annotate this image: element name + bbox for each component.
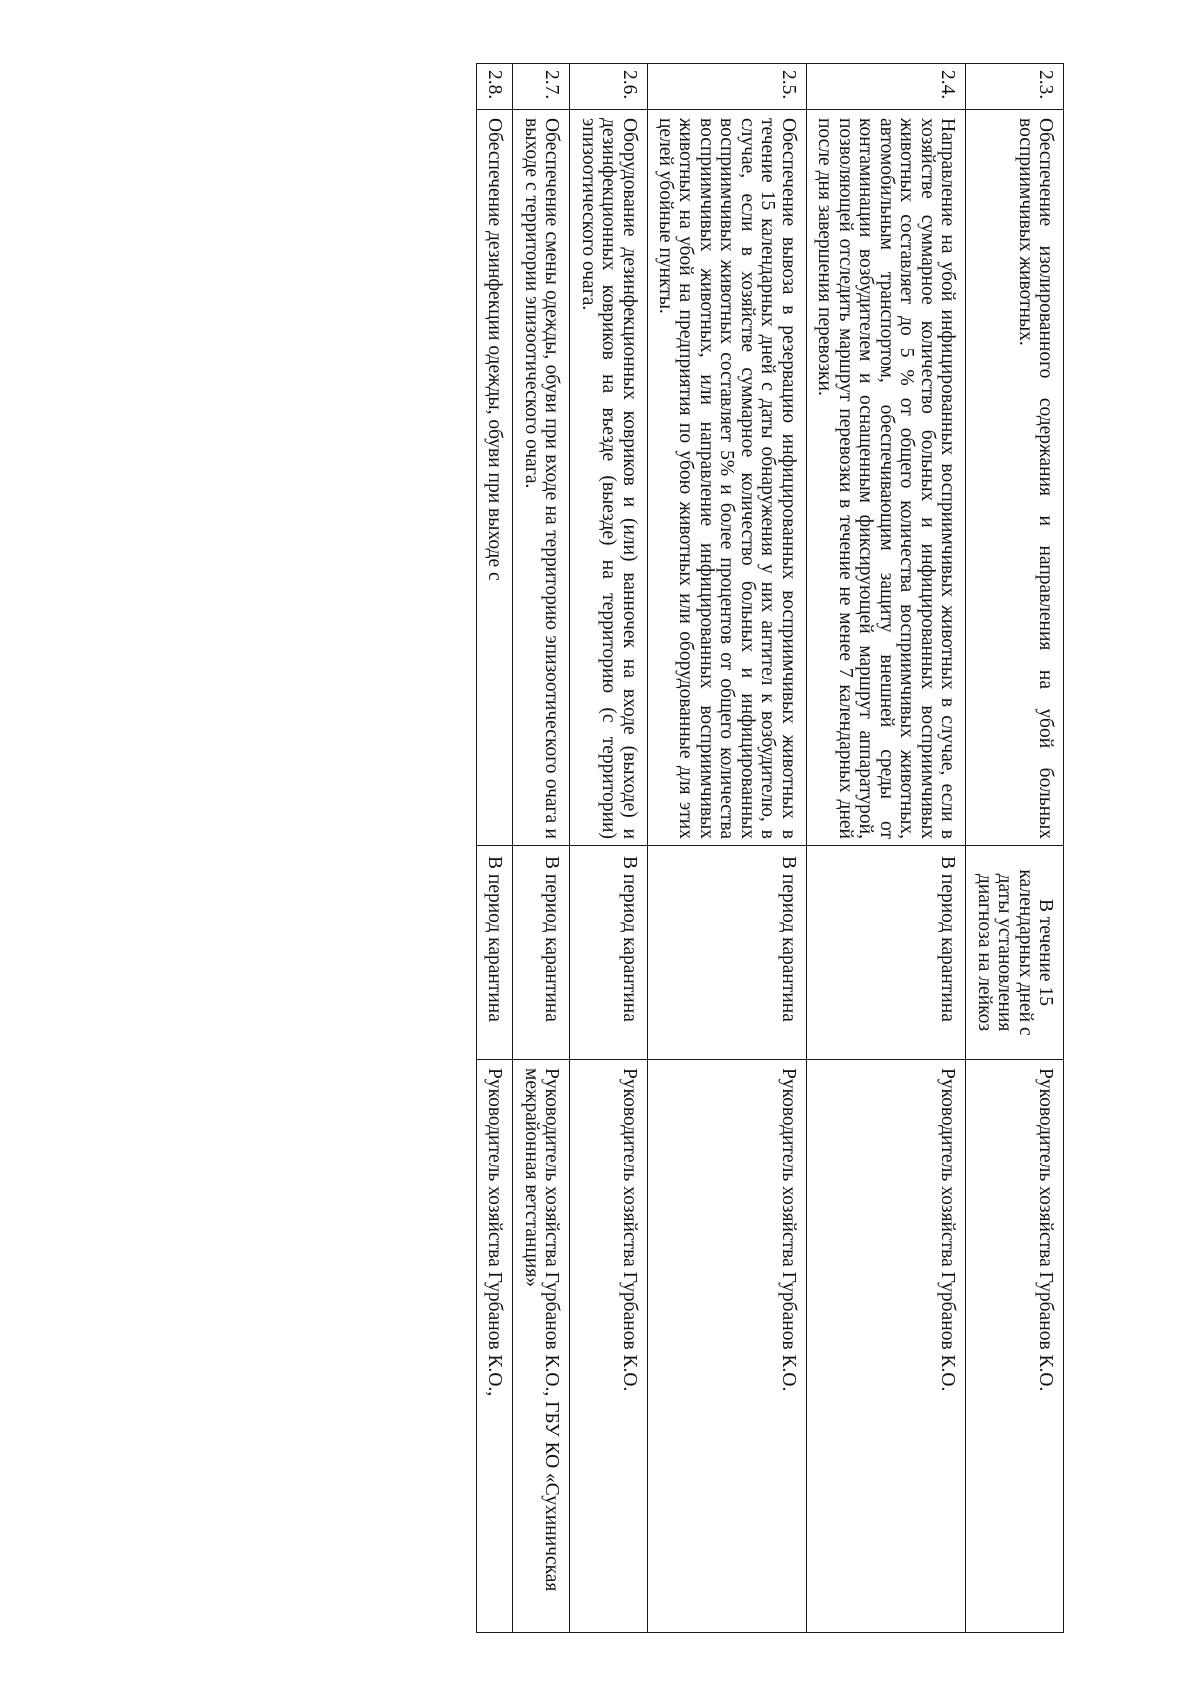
measure-text: Оборудование дезинфекционных ковриков и (или) ванночек на входе (выходе) и дезинфекционных ковриков на въезде (выезде) на территорию (с территории) эпизоотического очага. — [570, 110, 647, 846]
responsible-text: Руководитель хозяйства Гурбанов К.О. — [570, 1060, 647, 1633]
measure-text: Обеспечение изолированного содержания и направления на убой больных восприимчивых животных. — [966, 110, 1064, 846]
table-row — [806, 64, 965, 1633]
table-row — [966, 64, 1064, 1633]
row-number: 2.3. — [966, 64, 1064, 110]
row-number: 2.5. — [647, 64, 806, 110]
responsible-text: Руководитель хозяйства Гурбанов К.О. — [806, 1060, 965, 1633]
period-text: В период карантина — [647, 846, 806, 1060]
row-number: 2.8. — [476, 64, 512, 110]
table-row — [647, 64, 806, 1633]
responsible-text: Руководитель хозяйства Гурбанов К.О. — [647, 1060, 806, 1633]
period-text: В период карантина — [476, 846, 512, 1060]
quarantine-measures-table — [476, 63, 1064, 1633]
responsible-text: Руководитель хозяйства Гурбанов К.О., — [476, 1060, 512, 1633]
period-text: В период карантина — [513, 846, 570, 1060]
period-text: В период карантина — [806, 846, 965, 1060]
table-row — [513, 64, 570, 1633]
row-number: 2.4. — [806, 64, 965, 110]
measure-text: Направление на убой инфицированных восприимчивых животных в случае, если в хозяйстве суммарное количество больных и инфицированных восприимчивых животных составляет до 5 % от общего количества восприимчивых животных, автомобильным транспортом, обеспечивающим защиту внешней среды от контаминации возбудителем и оснащенным фиксирующей маршрут аппаратурой, позволяющей отследить маршрут перевозки в течение не менее 7 календарных дней после дня завершения перевозки. — [806, 110, 965, 846]
measure-text: Обеспечение вывоза в резервацию инфицированных восприимчивых животных в течение 15 календарных дней с даты обнаружения у них антител к возбудителю, в случае, если в хозяйстве суммарное количество больных и инфицированных восприимчивых животных составляет 5% и более процентов от общего количества восприимчивых животных, или направление инфицированных восприимчивых животных на убой на предприятия по убою животных или оборудованные для этих целей убойные пункты. — [647, 110, 806, 846]
row-number: 2.6. — [570, 64, 647, 110]
period-text: В период карантина — [570, 846, 647, 1060]
row-number: 2.7. — [513, 64, 570, 110]
table-row — [570, 64, 647, 1633]
table-row — [476, 64, 512, 1633]
period-text: В течение 15 календарных дней с даты установления диагноза на лейкоз — [966, 846, 1064, 1060]
measure-text: Обеспечение дезинфекции одежды, обуви при выходе с — [476, 110, 512, 846]
measure-text: Обеспечение смены одежды, обуви при входе на территорию эпизоотического очага и выходе с территории эпизоотического очага. — [513, 110, 570, 846]
responsible-text: Руководитель хозяйства Гурбанов К.О. — [966, 1060, 1064, 1633]
responsible-text: Руководитель хозяйства Гурбанов К.О., ГБУ КО «Сухиничская межрайонная ветстанция» — [513, 1060, 570, 1633]
